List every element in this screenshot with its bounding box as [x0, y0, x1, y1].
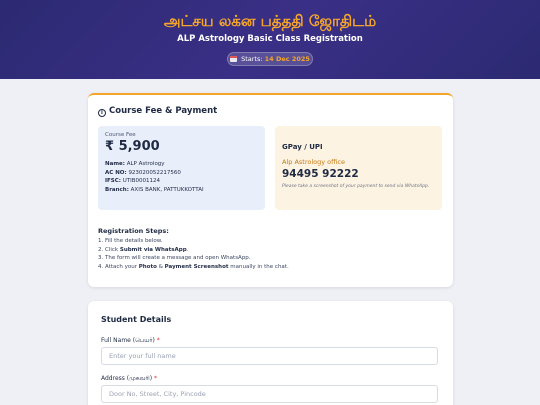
- start-date-badge: [227, 52, 313, 66]
- bank-details-box: [98, 126, 265, 210]
- step-4-end: manually in the chat.: [228, 263, 289, 270]
- gpay-title: GPay / UPI: [282, 143, 323, 151]
- required-mark: *: [153, 375, 157, 382]
- page-title: அட்சய லக்ன பத்ததி ஜோதிடம்: [163, 12, 377, 30]
- step-2-end: .: [186, 246, 189, 253]
- ifsc-label: IFSC:: [105, 178, 122, 184]
- address-label: [101, 375, 157, 383]
- gpay-account-name: Alp Astrology office: [282, 158, 345, 166]
- start-date-value: 14 Dec 2025: [264, 55, 310, 63]
- payment-section-title-text: Course Fee & Payment: [109, 106, 218, 116]
- page-subtitle: ALP Astrology Basic Class Registration: [177, 34, 363, 44]
- branch-label: Branch:: [105, 186, 129, 193]
- branch-row: [105, 187, 258, 193]
- address-input[interactable]: [101, 385, 438, 403]
- info-icon: i: [98, 109, 106, 117]
- start-date-label: Starts:: [241, 55, 263, 63]
- account-number-value: 923020052217560: [128, 169, 181, 176]
- page-header: [0, 0, 540, 79]
- student-details-card: [88, 301, 453, 405]
- account-number-label: AC NO:: [105, 169, 127, 176]
- account-number-row: [105, 170, 258, 176]
- step-4-text: 4. Attach your: [98, 263, 139, 270]
- account-name-value: ALP Astrology: [126, 161, 165, 167]
- calendar-icon: [230, 56, 237, 62]
- step-4-screenshot: Payment Screenshot: [164, 263, 229, 270]
- steps-title: Registration Steps:: [98, 227, 169, 235]
- full-name-label: [101, 337, 160, 345]
- step-4-amp: &: [156, 263, 165, 270]
- step-3: 3. The form will create a message and open WhatsApp.: [98, 255, 251, 261]
- step-4: [98, 264, 289, 270]
- course-fee-amount: ₹ 5,900: [105, 139, 160, 154]
- student-section-title: Student Details: [101, 315, 172, 324]
- gpay-number: 94495 92222: [282, 168, 359, 180]
- address-label-text: Address (முகவரி): [101, 375, 153, 382]
- step-1: 1. Fill the details below.: [98, 238, 163, 244]
- step-2-bold: Submit via WhatsApp: [119, 246, 187, 253]
- gpay-box: [275, 126, 442, 210]
- ifsc-row: [105, 178, 258, 184]
- step-2: [98, 247, 289, 253]
- payment-card: [88, 93, 453, 287]
- account-name-label: Name:: [105, 161, 125, 167]
- course-fee-label: Course Fee: [105, 132, 136, 138]
- payment-section-title: [98, 106, 217, 117]
- ifsc-value: UTIB0001124: [122, 178, 161, 184]
- branch-value: AXIS BANK, PATTUKKOTTAI: [130, 186, 204, 193]
- full-name-label-text: Full Name (பெயர்): [101, 337, 155, 344]
- gpay-note: Please take a screenshot of your payment to send via WhatsApp.: [282, 184, 430, 189]
- full-name-input[interactable]: [101, 347, 438, 365]
- step-4-photo: Photo: [138, 263, 157, 270]
- required-mark: *: [156, 337, 160, 344]
- step-2-text: 2. Click: [98, 246, 120, 253]
- account-name-row: [105, 161, 258, 167]
- registration-steps: [98, 227, 289, 270]
